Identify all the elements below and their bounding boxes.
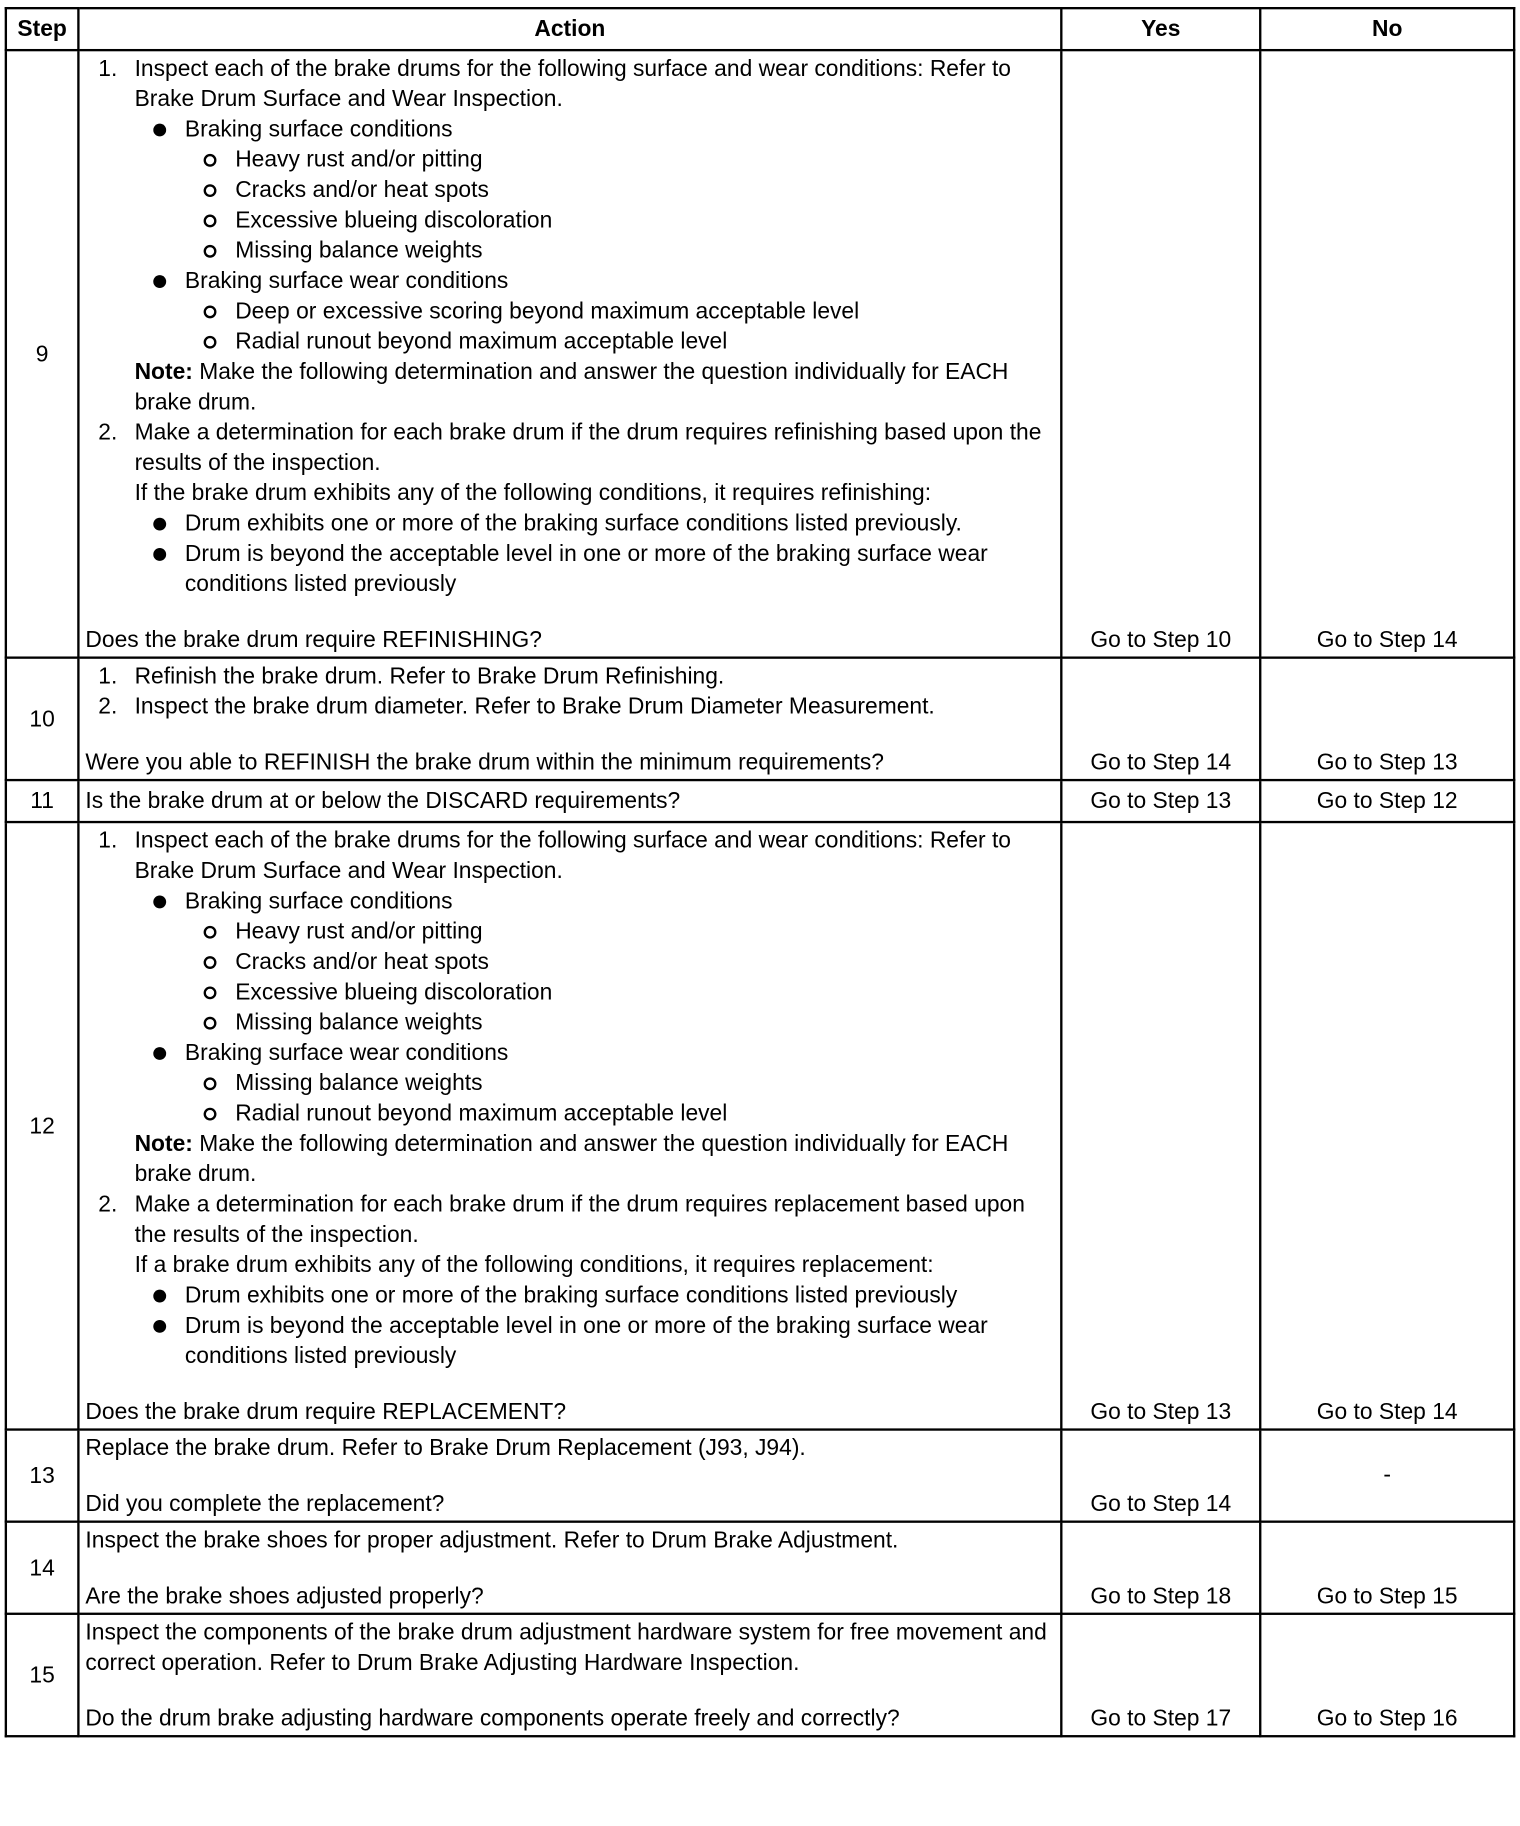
no-cell: Go to Step 13 xyxy=(1260,658,1514,780)
question: Does the brake drum require REFINISHING? xyxy=(85,627,542,653)
no-cell: Go to Step 16 xyxy=(1260,1614,1514,1736)
no-cell: Go to Step 14 xyxy=(1260,50,1514,658)
header-row xyxy=(6,8,1514,50)
step-number: 14 xyxy=(6,1522,79,1614)
bullet-icon xyxy=(153,1290,166,1303)
list-item: Excessive blueing discoloration xyxy=(85,205,1054,235)
table-row-step-12 xyxy=(6,822,1514,1430)
action-cell xyxy=(78,1614,1061,1736)
bullet-icon xyxy=(153,1047,166,1060)
circle-bullet-icon xyxy=(204,956,217,969)
action-text: Replace the brake drum. Refer to Brake Drum Replacement (J93, J94). xyxy=(85,1435,806,1462)
action-text: Inspect the brake shoes for proper adjustment. Refer to Drum Brake Adjustment. xyxy=(85,1527,899,1554)
list-item: 2. Inspect the brake drum diameter. Refer to Brake Drum Diameter Measurement. xyxy=(98,693,935,720)
bullet-icon xyxy=(153,124,166,137)
note: Note: Make the following determination and answer the question individually for EACH brake drum. xyxy=(134,1131,1009,1188)
list-item: 1. Refinish the brake drum. Refer to Brake Drum Refinishing. xyxy=(98,663,725,690)
question: Did you complete the replacement? xyxy=(85,1491,445,1518)
list-item: Excessive blueing discoloration xyxy=(85,977,1054,1007)
table-row-step-13 xyxy=(6,1430,1514,1522)
bullet-icon xyxy=(153,518,166,531)
list-item: Missing balance weights xyxy=(85,1068,1054,1098)
bullet-icon xyxy=(153,275,166,288)
list-item: 1. Inspect each of the brake drums for the following surface and wear conditions: Refer to Brake Drum Surface and Wear Inspection. xyxy=(98,827,1011,884)
bullet-icon xyxy=(153,548,166,561)
question: Does the brake drum require REPLACEMENT? xyxy=(85,1399,567,1425)
action-cell xyxy=(78,50,1061,658)
circle-bullet-icon xyxy=(204,1108,217,1121)
list-item: Radial runout beyond maximum acceptable level xyxy=(85,1098,1054,1128)
table-row-step-10 xyxy=(6,658,1514,780)
bullet-icon xyxy=(153,896,166,909)
yes-cell: Go to Step 18 xyxy=(1061,1522,1260,1614)
circle-bullet-icon xyxy=(204,336,217,349)
condition-intro: If a brake drum exhibits any of the following conditions, it requires replacement: xyxy=(134,1252,934,1278)
question: Are the brake shoes adjusted properly? xyxy=(85,1583,484,1610)
list-item: Cracks and/or heat spots xyxy=(85,175,1054,205)
header-no: No xyxy=(1260,8,1514,50)
list-item: Radial runout beyond maximum acceptable level xyxy=(85,326,1054,356)
circle-bullet-icon xyxy=(204,184,217,197)
circle-bullet-icon xyxy=(204,305,217,318)
circle-bullet-icon xyxy=(204,215,217,228)
action-cell xyxy=(78,1430,1061,1522)
yes-cell: Go to Step 10 xyxy=(1061,50,1260,658)
circle-bullet-icon xyxy=(204,154,217,167)
list-item: Braking surface conditions xyxy=(85,886,1054,916)
circle-bullet-icon xyxy=(204,1077,217,1090)
diagnostic-table xyxy=(5,7,1516,1737)
list-item: Drum is beyond the acceptable level in one or more of the braking surface wear conditions listed previously xyxy=(85,1311,1054,1372)
list-item: Heavy rust and/or pitting xyxy=(85,916,1054,946)
yes-cell: Go to Step 13 xyxy=(1061,780,1260,822)
list-item: Braking surface wear conditions xyxy=(85,266,1054,296)
step-number: 13 xyxy=(6,1430,79,1522)
yes-cell: Go to Step 14 xyxy=(1061,1430,1260,1522)
list-item: Cracks and/or heat spots xyxy=(85,947,1054,977)
list-item: Drum is beyond the acceptable level in one or more of the braking surface wear conditions listed previously xyxy=(85,539,1054,600)
list-item: 2. Make a determination for each brake drum if the drum requires refinishing based upon the results of the inspection. xyxy=(98,419,1042,476)
question: Is the brake drum at or below the DISCARD requirements? xyxy=(85,788,681,814)
yes-cell: Go to Step 14 xyxy=(1061,658,1260,780)
list-item: 2. Make a determination for each brake drum if the drum requires replacement based upon the results of the inspection. xyxy=(98,1191,1025,1248)
no-cell: Go to Step 15 xyxy=(1260,1522,1514,1614)
list-item: 1. Inspect each of the brake drums for the following surface and wear conditions: Refer to Brake Drum Surface and Wear Inspection. xyxy=(98,55,1011,112)
bullet-icon xyxy=(153,1320,166,1333)
list-item: Heavy rust and/or pitting xyxy=(85,145,1054,175)
header-yes: Yes xyxy=(1061,8,1260,50)
table-row-step-11 xyxy=(6,780,1514,822)
action-text: Inspect the components of the brake drum adjustment hardware system for free movement and correct operation. Refer to Drum Brake Adjusting Hardware Inspection. xyxy=(85,1619,1047,1676)
circle-bullet-icon xyxy=(204,926,217,939)
condition-intro: If the brake drum exhibits any of the following conditions, it requires refinishing: xyxy=(134,480,932,507)
action-cell xyxy=(78,1522,1061,1614)
note: Note: Make the following determination and answer the question individually for EACH brake drum. xyxy=(134,359,1009,416)
list-item: Missing balance weights xyxy=(85,1007,1054,1037)
yes-cell: Go to Step 13 xyxy=(1061,822,1260,1430)
no-cell: - xyxy=(1260,1430,1514,1522)
table-row-step-9 xyxy=(6,50,1514,658)
list-item: Braking surface wear conditions xyxy=(85,1038,1054,1068)
action-cell xyxy=(78,780,1061,822)
question: Do the drum brake adjusting hardware components operate freely and correctly? xyxy=(85,1705,900,1732)
action-cell xyxy=(78,822,1061,1430)
list-item: Missing balance weights xyxy=(85,236,1054,266)
list-item: Drum exhibits one or more of the braking surface conditions listed previously. xyxy=(85,508,1054,538)
yes-cell: Go to Step 17 xyxy=(1061,1614,1260,1736)
action-cell xyxy=(78,658,1061,780)
question: Were you able to REFINISH the brake drum within the minimum requirements? xyxy=(85,749,884,776)
header-step: Step xyxy=(6,8,79,50)
step-number: 12 xyxy=(6,822,79,1430)
table-row-step-14 xyxy=(6,1522,1514,1614)
list-item: Deep or excessive scoring beyond maximum acceptable level xyxy=(85,296,1054,326)
step-number: 10 xyxy=(6,658,79,780)
circle-bullet-icon xyxy=(204,245,217,258)
step-number: 11 xyxy=(6,780,79,822)
list-item: Drum exhibits one or more of the braking surface conditions listed previously xyxy=(85,1280,1054,1310)
header-action: Action xyxy=(78,8,1061,50)
circle-bullet-icon xyxy=(204,986,217,999)
no-cell: Go to Step 12 xyxy=(1260,780,1514,822)
table-row-step-15 xyxy=(6,1614,1514,1736)
list-item: Braking surface conditions xyxy=(85,114,1054,144)
step-number: 9 xyxy=(6,50,79,658)
no-cell: Go to Step 14 xyxy=(1260,822,1514,1430)
circle-bullet-icon xyxy=(204,1017,217,1030)
step-number: 15 xyxy=(6,1614,79,1736)
